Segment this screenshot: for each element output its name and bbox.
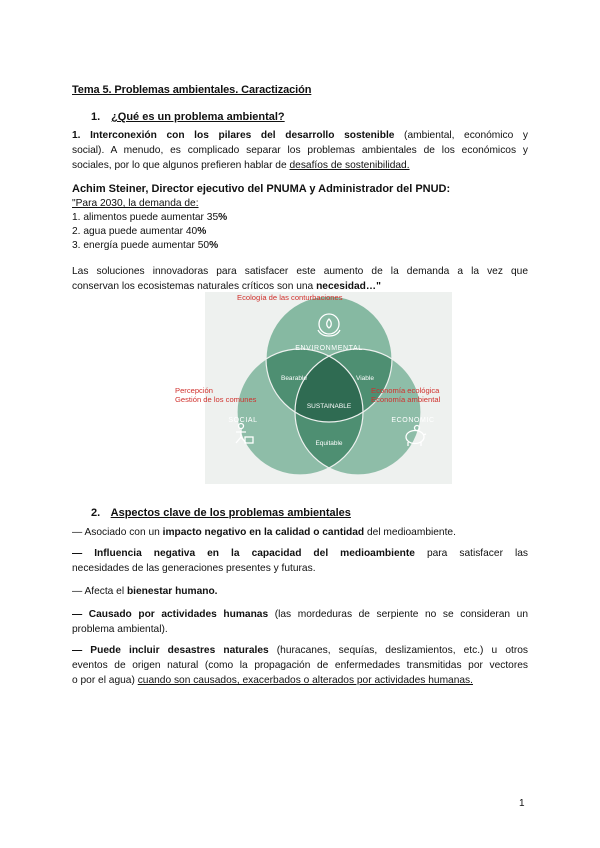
para1-line3-underlined: desafíos de sostenibilidad. (289, 160, 410, 171)
quote-intro (72, 197, 227, 211)
section-2-number: 2. (91, 507, 101, 519)
list-item-pct: % (209, 240, 219, 251)
aspect2-post: para satisfacer las (414, 548, 529, 559)
section-1-number: 1. (91, 111, 101, 123)
demand-list (72, 197, 227, 253)
page-number: 1 (519, 798, 525, 809)
key-aspect-4 (72, 607, 528, 637)
aspect2-bold: — Influencia negativa en la capacidad del medioambiente (72, 548, 415, 559)
aspect1-pre: — Asociado con un (72, 527, 163, 538)
para1-line1 (72, 128, 528, 143)
para2-line1: Las soluciones innovadoras para satisfacer este aumento de la demanda a la vez que (72, 266, 528, 277)
key-aspect-1 (72, 525, 528, 540)
para1-line2: social). A menudo, es complicado separar los problemas ambientales de los económicos y (72, 145, 528, 156)
social-label: SOCIAL (228, 417, 258, 424)
aspect1-post: del medioambiente. (364, 527, 456, 538)
aspect1-bold: impacto negativo en la calidad o cantidad (162, 527, 365, 538)
para1-line3-pre: sociales, por lo que algunos prefieren hablar de (72, 160, 290, 171)
list-item (72, 225, 227, 239)
para1-line3 (72, 158, 528, 173)
achim-steiner-heading: Achim Steiner, Director ejecutivo del PNUMA y Administrador del PNUD: (72, 183, 451, 195)
aspect3-pre: — Afecta el (72, 586, 127, 597)
paragraph-interconnection (72, 128, 528, 173)
aspect4-line2: problema ambiental). (72, 624, 168, 635)
section-1-title: ¿Qué es un problema ambiental? (111, 111, 285, 123)
venn-left-note-line1: Percepción (175, 386, 213, 395)
list-item-text: 1. alimentos puede aumentar 35 (72, 212, 219, 223)
para2-line2-pre: conservan los ecosistemas naturales críticos son una (72, 281, 317, 292)
bearable-label: Bearable (280, 375, 308, 382)
paragraph-solutions (72, 264, 528, 294)
key-aspect-5 (72, 643, 528, 688)
section-1-heading (91, 111, 285, 123)
venn-left-note (175, 386, 256, 404)
key-aspect-3 (72, 584, 528, 599)
aspect5-line2: eventos de origen natural (como la propagación de enfermedades transmitidas por vectores (72, 660, 528, 671)
list-item (72, 211, 227, 225)
section-2-title: Aspectos clave de los problemas ambientales (110, 507, 351, 519)
aspect5-line3-underlined: cuando son causados, exacerbados o alterados por actividades humanas. (137, 675, 473, 686)
economic-label: ECONOMIC (391, 417, 435, 424)
para1-rest1: (ambiental, económico y (394, 130, 528, 141)
para1-bold: 1. Interconexión con los pilares del desarrollo sostenible (72, 130, 395, 141)
sustainable-label: SUSTAINABLE (306, 403, 352, 410)
list-item-pct: % (218, 212, 228, 223)
venn-right-note (371, 386, 440, 404)
aspect5-post: (huracanes, sequías, deslizamientos, etc.) u otros (268, 645, 528, 656)
venn-right-note-line1: Economía ecológica (371, 386, 440, 395)
quote-intro-text: "Para 2030, la demanda de: (72, 198, 199, 209)
list-item-text: 3. energía puede aumentar 50 (72, 240, 210, 251)
para2-line2-bold: necesidad…" (316, 281, 381, 292)
aspect4-bold: — Causado por actividades humanas (72, 609, 269, 620)
list-item-pct: % (197, 226, 207, 237)
venn-top-note: Ecología de las conturbaciones (237, 293, 343, 302)
viable-label: Viable (356, 375, 374, 382)
list-item-text: 2. agua puede aumentar 40 (72, 226, 198, 237)
key-aspect-2 (72, 546, 528, 576)
aspect4-post: (las mordeduras de serpiente no se consideran un (268, 609, 528, 620)
equitable-label: Equitable (315, 440, 343, 447)
section-2-heading (91, 507, 351, 519)
aspect2-line2: necesidades de las generaciones presentes y futuras. (72, 563, 316, 574)
venn-right-note-line2: Economía ambiental (371, 395, 441, 404)
aspect3-bold: bienestar humano. (126, 586, 218, 597)
venn-left-note-line2: Gestión de los comunes (175, 395, 257, 404)
document-title: Tema 5. Problemas ambientales. Caractización (72, 84, 312, 96)
environmental-label: ENVIRONMENTAL (295, 345, 363, 352)
list-item (72, 239, 227, 253)
aspect5-line3-pre: o por el agua) (72, 675, 138, 686)
aspect5-bold: — Puede incluir desastres naturales (72, 645, 269, 656)
